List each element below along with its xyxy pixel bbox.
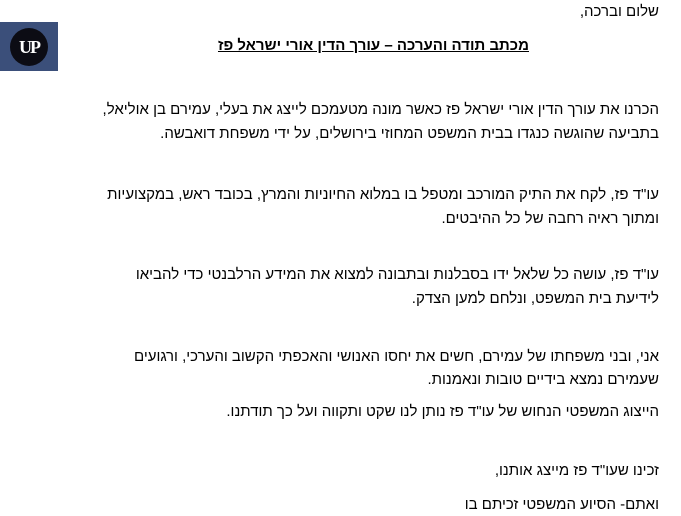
paragraph-5: הייצוג המשפטי הנחוש של עו"ד פז נותן לנו שקט ותקווה ועל כך תודתנו. [226,403,659,420]
paragraph-2-line-1: עו"ד פז, לקח את התיק המורכב ומטפל בו במלוא החיוניות והמרץ, בכובד ראש, במקצועיות [107,186,659,203]
paragraph-2-line-2: ומתוך ראיה רחבה של כל ההיבטים. [441,210,659,227]
paragraph-1-line-1: הכרנו את עורך הדין אורי ישראל פז כאשר מונה מטעמכם לייצג את בעלי, עמירם בן אוליאל, [102,101,659,118]
letter-title: מכתב תודה והערכה – עורך הדין אורי ישראל פז [217,37,529,54]
paragraph-6: זכינו שעו"ד פז מייצג אותנו, [494,462,659,479]
paragraph-3-line-1: עו"ד פז, עושה כל שלאל ידו בסבלנות ובתבונה למצוא את המידע הרלבנטי כדי להביאו [135,266,659,283]
paragraph-4-line-2: שעמירם נמצא בידיים טובות ונאמנות. [427,371,659,388]
up-logo [0,22,58,71]
logo-circle [10,28,48,66]
paragraph-1-line-2: בתביעה שהוגשה כנגדו בבית המשפט המחוזי בירושלים, על ידי משפחת דואבשה. [160,125,659,142]
logo-text: UP [19,37,39,57]
greeting: שלום וברכה, [579,3,659,20]
paragraph-4-line-1: אני, ובני משפחתו של עמירם, חשים את יחסו האנושי והאכפתי הקשוב והערכי, ורגועים [134,348,659,365]
paragraph-7: ואתם- הסיוע המשפטי זכיתם בו [464,496,659,513]
paragraph-3-line-2: לידיעת בית המשפט, ונלחם למען הצדק. [411,290,659,307]
